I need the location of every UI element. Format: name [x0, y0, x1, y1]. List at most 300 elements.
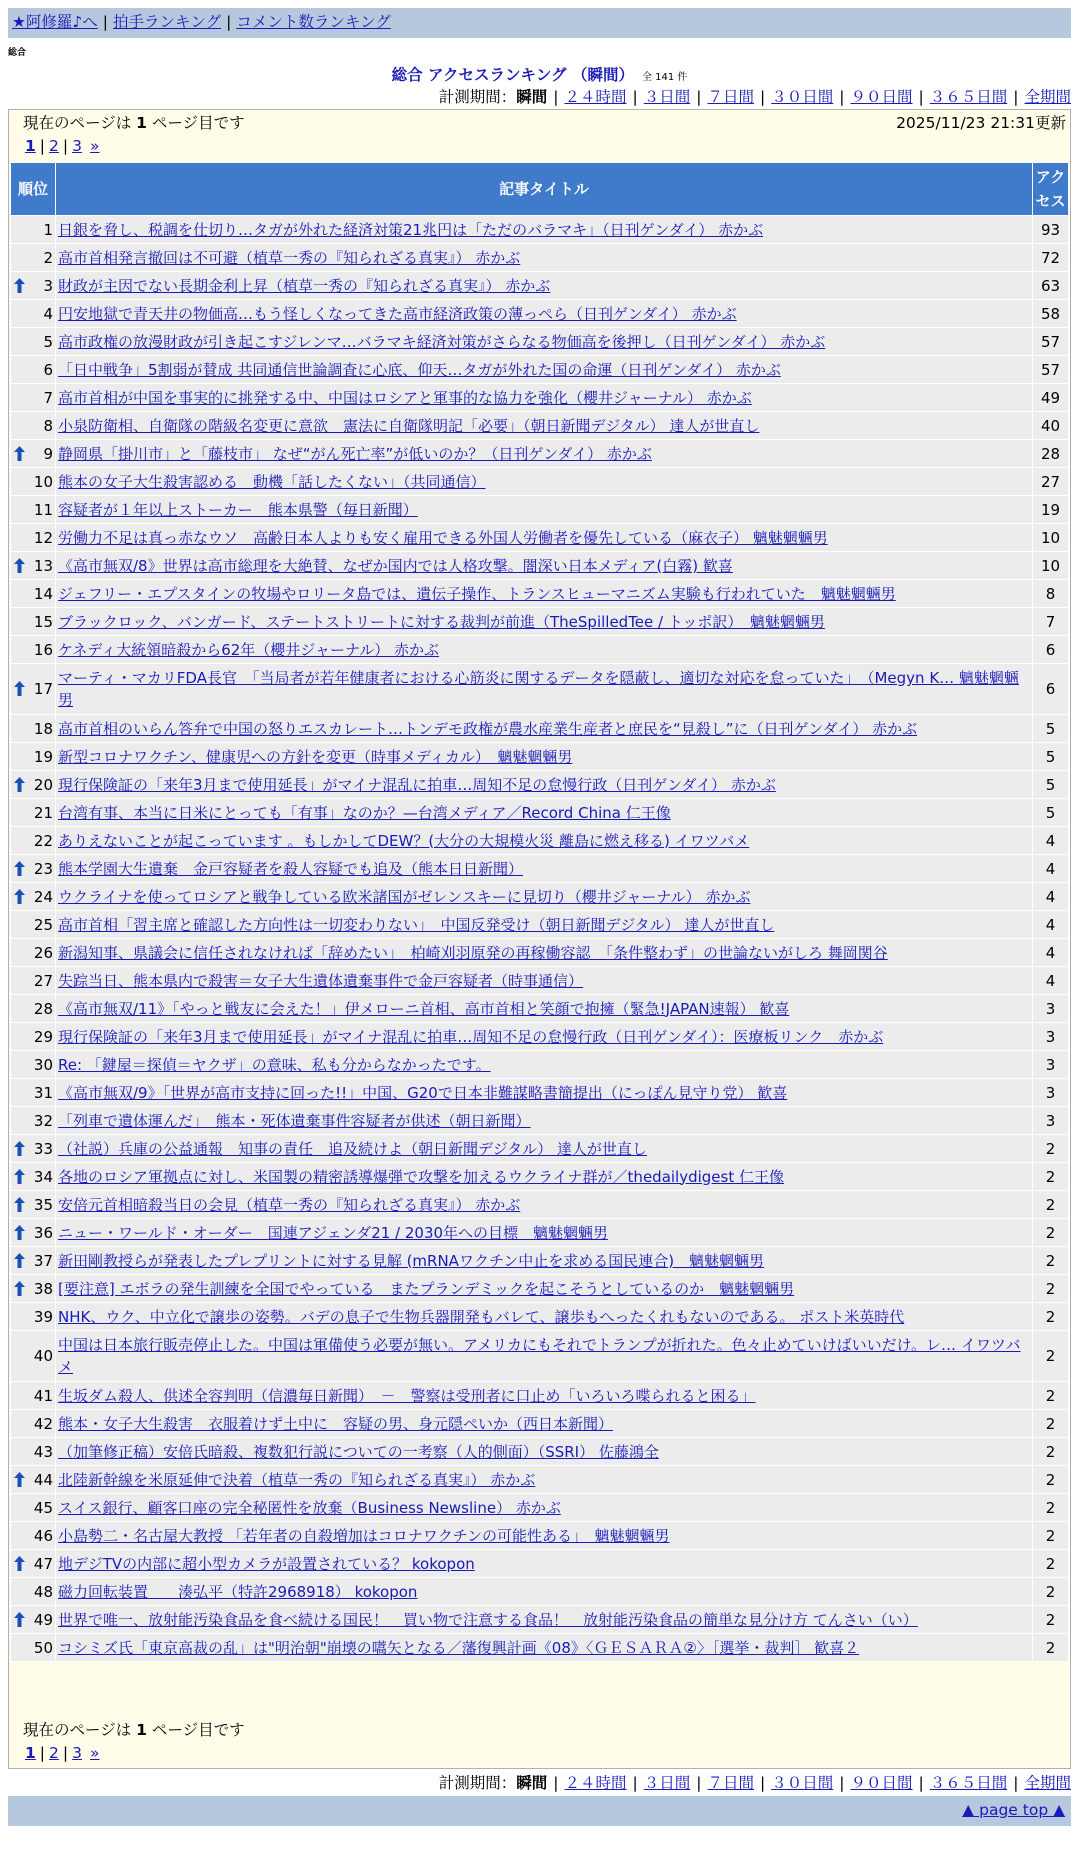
rank-up-arrow-icon — [14, 1281, 25, 1296]
article-title-link[interactable]: 新田剛教授らが発表したプレプリントに対する見解 (mRNAワクチン中止を求める国民連合) 魑魅魍魎男 — [58, 1251, 765, 1270]
ranking-title-block — [0, 63, 1079, 85]
table-row — [11, 1578, 1068, 1605]
table-row — [11, 827, 1068, 854]
article-title-link[interactable]: 磁力回転装置 湊弘平（特許2968918） kokopon — [58, 1582, 418, 1601]
table-row — [11, 1410, 1068, 1437]
home-link[interactable]: ★阿修羅♪へ — [12, 13, 98, 31]
top-nav-bar — [8, 8, 1071, 38]
pager-page-link[interactable]: 2 — [49, 137, 59, 155]
table-row — [11, 771, 1068, 798]
article-title-link[interactable]: 新型コロナワクチン、健康児への方針を変更（時事メディカル） 魑魅魍魎男 — [58, 747, 573, 766]
table-row — [11, 1079, 1068, 1106]
rank-cell — [11, 1634, 55, 1661]
article-title-link[interactable]: 熊本・女子大生殺害 衣服着けず土中に 容疑の男、身元隠ぺいか（西日本新聞） — [58, 1414, 614, 1433]
rank-cell — [11, 1438, 55, 1465]
rank-number: 37 — [33, 1251, 53, 1270]
title-cell — [56, 1247, 1032, 1274]
clap-ranking-link[interactable]: 拍手ランキング — [113, 13, 222, 31]
rank-cell — [11, 1303, 55, 1330]
title-cell — [56, 664, 1032, 714]
title-cell — [56, 1275, 1032, 1302]
article-title-link[interactable]: 安倍元首相暗殺当日の会見（植草一秀の『知られざる真実』） 赤かぶ — [58, 1195, 521, 1214]
rank-cell — [11, 967, 55, 994]
rank-cell — [11, 715, 55, 742]
article-title-link[interactable]: 中国は日本旅行販売停止した。中国は軍備使う必要が無い。アメリカにもそれでトランプが折れた。色々止めていけばいいだけ。レ… イワツバメ — [58, 1336, 1021, 1376]
table-row — [11, 468, 1068, 495]
rank-cell — [11, 995, 55, 1022]
period-separator: | — [696, 88, 702, 106]
access-count: 4 — [1033, 939, 1068, 966]
rank-up-arrow-icon — [14, 1472, 25, 1487]
rank-number: 31 — [33, 1083, 53, 1102]
access-count: 2 — [1033, 1494, 1068, 1521]
table-row — [11, 995, 1068, 1022]
rank-number: 47 — [33, 1554, 53, 1573]
table-row — [11, 1606, 1068, 1633]
article-title-link[interactable]: ブラックロック、バンガード、ステートストリートに対する裁判が前進（TheSpilledTee / トッポ訳） 魑魅魍魎男 — [58, 612, 825, 631]
rank-up-arrow-icon — [14, 681, 25, 696]
table-row — [11, 1438, 1068, 1465]
rank-cell — [11, 356, 55, 383]
rank-number: 24 — [33, 887, 53, 906]
article-title-link[interactable]: 高市首相が中国を事実的に挑発する中、中国はロシアと軍事的な協力を強化（櫻井ジャーナル） 赤かぶ — [58, 388, 752, 407]
access-count: 72 — [1033, 244, 1068, 271]
article-title-link[interactable]: 現行保険証の「来年3月まで使用延長」がマイナ混乱に拍車…周知不足の怠慢行政（日刊ゲンダイ） 赤かぶ — [58, 775, 776, 794]
title-cell — [56, 328, 1032, 355]
table-row — [11, 580, 1068, 607]
title-cell — [56, 1079, 1032, 1106]
pager-current-page[interactable]: 1 — [25, 137, 36, 155]
title-cell — [56, 412, 1032, 439]
article-title-link[interactable]: Re: 「鍵屋＝探偵＝ヤクザ」の意味、私も分からなかったです。 — [58, 1055, 491, 1074]
article-title-link[interactable]: 高市首相のいらん答弁で中国の怒りエスカレート…トンデモ政権が農水産業生産者と庶民を“見殺し”に（日刊ゲンダイ） 赤かぶ — [58, 719, 918, 738]
article-title-link[interactable]: 「日中戦争」5割弱が賛成 共同通信世論調査に心底、仰天…タガが外れた国の命運（日刊ゲンダイ） 赤かぶ — [58, 360, 781, 379]
title-cell — [56, 440, 1032, 467]
access-count: 2 — [1033, 1275, 1068, 1302]
access-count: 19 — [1033, 496, 1068, 523]
access-count: 3 — [1033, 1079, 1068, 1106]
rank-number: 25 — [33, 915, 53, 934]
title-cell — [56, 827, 1032, 854]
rank-cell — [11, 1494, 55, 1521]
table-row — [11, 1303, 1068, 1330]
pager-top — [25, 136, 100, 156]
article-title-link[interactable]: 容疑者が１年以上ストーカー 熊本県警（毎日新聞） — [58, 500, 418, 519]
rank-number: 11 — [33, 500, 53, 519]
total-count: 全 141 件 — [641, 72, 688, 83]
table-row — [11, 855, 1068, 882]
title-cell — [56, 855, 1032, 882]
period-link-5[interactable]: ９０日間 — [850, 88, 913, 106]
rank-cell — [11, 1466, 55, 1493]
category-label: 総合 — [8, 48, 27, 58]
rank-cell — [11, 1023, 55, 1050]
title-cell — [56, 1051, 1032, 1078]
title-cell — [56, 967, 1032, 994]
rank-up-arrow-icon — [14, 1169, 25, 1184]
title-header: 記事タイトル — [56, 163, 1032, 215]
pager-page-link[interactable]: 3 — [72, 1744, 83, 1762]
pager-next-link[interactable]: » — [90, 1744, 100, 1762]
period-separator: | — [918, 1774, 924, 1792]
access-count: 4 — [1033, 967, 1068, 994]
title-cell — [56, 911, 1032, 938]
period-link-6[interactable]: ３６５日間 — [929, 88, 1008, 106]
period-current: 瞬間 — [516, 88, 548, 106]
article-title-link[interactable]: 地デジTVの内部に超小型カメラが設置されている？ kokopon — [58, 1554, 475, 1573]
table-header-row — [11, 163, 1068, 215]
rank-cell — [11, 1079, 55, 1106]
table-row — [11, 1191, 1068, 1218]
rank-number: 50 — [33, 1638, 53, 1657]
table-row — [11, 1466, 1068, 1493]
title-cell — [56, 1331, 1032, 1381]
updated-timestamp: 2025/11/23 21:31更新 — [896, 114, 1066, 132]
rank-number: 5 — [43, 332, 53, 351]
access-count: 2 — [1033, 1163, 1068, 1190]
rank-cell — [11, 1219, 55, 1246]
title-cell — [56, 1606, 1032, 1633]
table-row — [11, 524, 1068, 551]
access-count: 2 — [1033, 1382, 1068, 1409]
article-title-link[interactable]: 静岡県「掛川市」と「藤枝市」 なぜ“がん死亡率”が低いのか？（日刊ゲンダイ） 赤かぶ — [58, 444, 652, 463]
article-title-link[interactable]: 《高市無双/9》「世界が高市支持に回った!!」中国、G20で日本非難謀略書簡提出（にっぽん見守り党） 歓喜 — [58, 1083, 788, 1102]
period-link-4[interactable]: ３０日間 — [771, 88, 834, 106]
rank-number: 1 — [43, 220, 53, 239]
rank-number: 9 — [43, 444, 53, 463]
article-title-link[interactable]: ウクライナを使ってロシアと戦争している欧米諸国がゼレンスキーに見切り（櫻井ジャーナル） 赤かぶ — [58, 887, 751, 906]
title-cell — [56, 272, 1032, 299]
title-cell — [56, 384, 1032, 411]
pager-page-link[interactable]: 3 — [72, 137, 83, 155]
period-link-7[interactable]: 全期間 — [1024, 1774, 1071, 1792]
access-count: 2 — [1033, 1634, 1068, 1661]
rank-number: 17 — [33, 680, 53, 698]
access-count: 2 — [1033, 1410, 1068, 1437]
rank-cell — [11, 799, 55, 826]
article-title-link[interactable]: 日銀を脅し、税調を仕切り…タガが外れた経済対策21兆円は「ただのバラマキ」（日刊ゲンダイ） 赤かぶ — [58, 220, 764, 239]
rank-cell — [11, 664, 55, 714]
title-cell — [56, 1494, 1032, 1521]
period-separator: | — [632, 1774, 638, 1792]
title-cell — [56, 939, 1032, 966]
table-row — [11, 743, 1068, 770]
table-row — [11, 608, 1068, 635]
title-cell — [56, 743, 1032, 770]
rank-cell — [11, 883, 55, 910]
article-title-link[interactable]: [要注意] エボラの発生訓練を全国でやっている またプランデミックを起こそうとしているのか 魑魅魍魎男 — [58, 1279, 795, 1298]
article-title-link[interactable]: 小島勢二・名古屋大教授 「若年者の自殺増加はコロナワクチンの可能性ある」 魑魅魍魎男 — [58, 1526, 670, 1545]
period-selector-top — [439, 87, 1071, 107]
article-title-link[interactable]: 円安地獄で青天井の物価高…もう怪しくなってきた高市経済政策の薄っぺら（日刊ゲンダイ） 赤かぶ — [58, 304, 737, 323]
access-count: 2 — [1033, 1466, 1068, 1493]
rank-cell — [11, 1051, 55, 1078]
access-count: 3 — [1033, 1023, 1068, 1050]
page-info — [23, 113, 245, 133]
period-separator: | — [839, 1774, 845, 1792]
article-title-link[interactable]: 高市首相発言撤回は不可避（植草一秀の『知られざる真実』） 赤かぶ — [58, 248, 521, 267]
ranking-title: 総合 アクセスランキング （瞬間） — [391, 66, 634, 84]
rank-number: 23 — [33, 859, 53, 878]
period-link-2[interactable]: ３日間 — [643, 88, 691, 106]
title-cell — [56, 1191, 1032, 1218]
article-title-link[interactable]: 「列車で遺体運んだ」 熊本・死体遺棄事件容疑者が供述（朝日新聞） — [58, 1111, 531, 1130]
rank-up-arrow-icon — [14, 1612, 25, 1627]
rank-cell — [11, 384, 55, 411]
rank-number: 10 — [33, 472, 53, 491]
title-cell — [56, 496, 1032, 523]
period-label: 計測期間： — [438, 1774, 517, 1792]
access-count: 3 — [1033, 995, 1068, 1022]
title-cell — [56, 995, 1032, 1022]
page-info-number: 1 — [136, 114, 147, 132]
title-cell — [56, 244, 1032, 271]
access-count: 93 — [1033, 216, 1068, 243]
table-row — [11, 911, 1068, 938]
article-title-link[interactable]: 《高市無双/8》世界は高市総理を大絶賛、なぜか国内では人格攻撃。闇深い日本メディア(白霧) 歓喜 — [58, 556, 733, 575]
access-count: 10 — [1033, 552, 1068, 579]
rank-number: 22 — [33, 831, 53, 850]
pager-page-link[interactable]: 2 — [49, 1744, 59, 1762]
article-title-link[interactable]: ジェフリー・エプスタインの牧場やロリータ島では、遺伝子操作、トランスヒューマニズム実験も行われていた 魑魅魍魎男 — [58, 584, 896, 603]
rank-up-arrow-icon — [14, 889, 25, 904]
rank-cell — [11, 524, 55, 551]
article-title-link[interactable]: NHK、ウク、中立化で譲歩の姿勢。バデの息子で生物兵器開発もバレて、譲歩もへったくれもないのである。 ポスト米英時代 — [58, 1307, 905, 1326]
rank-number: 19 — [33, 747, 53, 766]
pager-bottom — [25, 1743, 100, 1763]
table-row — [11, 356, 1068, 383]
period-separator: | — [553, 1774, 559, 1792]
article-title-link[interactable]: コシミズ氏「東京高裁の乱」は"明治朝"崩壊の嚆矢となる／藩復興計画《08》〈ＧＥＳＡＲＡ②〉［選挙・裁判］ 歓喜２ — [58, 1638, 860, 1657]
rank-number: 18 — [33, 719, 53, 738]
rank-number: 33 — [33, 1139, 53, 1158]
title-cell — [56, 1634, 1032, 1661]
rank-number: 4 — [43, 304, 53, 323]
table-row — [11, 300, 1068, 327]
rank-cell — [11, 216, 55, 243]
article-title-link[interactable]: 高市首相「習主席と確認した方向性は一切変わりない」 中国反発受け（朝日新聞デジタル） 達人が世直し — [58, 915, 775, 934]
rank-number: 13 — [33, 556, 53, 575]
access-count: 8 — [1033, 580, 1068, 607]
title-cell — [56, 216, 1032, 243]
table-row — [11, 939, 1068, 966]
table-row — [11, 272, 1068, 299]
article-title-link[interactable]: 北陸新幹線を米原延伸で決着（植草一秀の『知られざる真実』） 赤かぶ — [58, 1470, 536, 1489]
rank-number: 41 — [33, 1386, 53, 1405]
comment-ranking-link[interactable]: コメント数ランキング — [236, 13, 391, 31]
nav-separator: | — [226, 13, 232, 31]
access-count: 2 — [1033, 1522, 1068, 1549]
access-count: 2 — [1033, 1303, 1068, 1330]
rank-cell — [11, 1331, 55, 1381]
title-cell — [56, 1522, 1032, 1549]
title-cell — [56, 1023, 1032, 1050]
article-title-link[interactable]: マーティ・マカリFDA長官 「当局者が若年健康者における心筋炎に関するデータを隠蔽し、適切な対応を怠っていた」 （Megyn K… 魑魅魍魎男 — [58, 669, 1019, 709]
title-cell — [56, 771, 1032, 798]
table-row — [11, 328, 1068, 355]
article-title-link[interactable]: ニュー・ワールド・オーダー 国連アジェンダ21 / 2030年への目標 魑魅魍魎男 — [58, 1223, 609, 1242]
access-count: 57 — [1033, 356, 1068, 383]
rank-number: 38 — [33, 1279, 53, 1298]
article-title-link[interactable]: 熊本の女子大生殺害認める 動機「話したくない」（共同通信） — [58, 472, 486, 491]
access-count: 4 — [1033, 827, 1068, 854]
rank-number: 32 — [33, 1111, 53, 1130]
rank-header: 順位 — [11, 163, 55, 215]
table-row — [11, 664, 1068, 714]
rank-cell — [11, 771, 55, 798]
table-row — [11, 715, 1068, 742]
title-cell — [56, 636, 1032, 663]
article-title-link[interactable]: ありえないことが起こっています 。もしかしてDEW？(大分の大規模火災 離島に燃え移る) イワツバメ — [58, 831, 750, 850]
ranking-box — [8, 109, 1071, 1769]
table-row — [11, 1135, 1068, 1162]
access-count: 2 — [1033, 1331, 1068, 1381]
access-count: 2 — [1033, 1219, 1068, 1246]
page-info-number: 1 — [136, 1721, 147, 1739]
rank-cell — [11, 827, 55, 854]
page-info-prefix: 現在のページは — [23, 114, 132, 132]
period-label: 計測期間： — [438, 88, 517, 106]
article-title-link[interactable]: （加筆修正稿）安倍氏暗殺、複数犯行説についての一考察（人的側面）（SSRI） 佐藤鴻全 — [58, 1442, 659, 1461]
rank-cell — [11, 440, 55, 467]
table-row — [11, 1331, 1068, 1381]
page-info-prefix: 現在のページは — [23, 1721, 132, 1739]
period-separator: | — [553, 88, 559, 106]
title-cell — [56, 799, 1032, 826]
pager-current-page[interactable]: 1 — [25, 1744, 36, 1762]
table-row — [11, 1219, 1068, 1246]
pager-separator: | — [62, 1744, 69, 1762]
rank-number: 6 — [43, 360, 53, 379]
access-count: 58 — [1033, 300, 1068, 327]
rank-cell — [11, 1606, 55, 1633]
table-row — [11, 552, 1068, 579]
rank-up-arrow-icon — [14, 446, 25, 461]
article-title-link[interactable]: 労働力不足は真っ赤なウソ 高齢日本人よりも安く雇用できる外国人労働者を優先している（麻衣子） 魑魅魍魎男 — [58, 528, 828, 547]
rank-number: 28 — [33, 999, 53, 1018]
rank-cell — [11, 911, 55, 938]
rank-number: 14 — [33, 584, 53, 603]
article-title-link[interactable]: スイス銀行、顧客口座の完全秘匿性を放棄（Business Newsline） 赤かぶ — [58, 1498, 561, 1517]
title-cell — [56, 1303, 1032, 1330]
article-title-link[interactable]: 財政が主因でない長期金利上昇（植草一秀の『知られざる真実』） 赤かぶ — [58, 276, 551, 295]
rank-cell — [11, 272, 55, 299]
access-count: 27 — [1033, 468, 1068, 495]
table-row — [11, 244, 1068, 271]
period-link-1[interactable]: ２４時間 — [564, 88, 627, 106]
rank-number: 43 — [33, 1442, 53, 1461]
period-separator: | — [696, 1774, 702, 1792]
article-title-link[interactable]: 台湾有事、本当に日米にとっても「有事」なのか？—台湾メディア／Record China 仁王像 — [58, 803, 671, 822]
period-link-5[interactable]: ９０日間 — [850, 1774, 913, 1792]
access-count: 4 — [1033, 911, 1068, 938]
title-cell — [56, 608, 1032, 635]
access-count: 2 — [1033, 1578, 1068, 1605]
rank-number: 27 — [33, 971, 53, 990]
title-cell — [56, 468, 1032, 495]
article-title-link[interactable]: 生坂ダム殺人、供述全容判明（信濃毎日新聞） － 警察は受刑者に口止め「いろいろ喋られると困る」 — [58, 1386, 756, 1405]
article-title-link[interactable]: 現行保険証の「来年3月まで使用延長」がマイナ混乱に拍車…周知不足の怠慢行政（日刊ゲンダイ）：医療板リンク 赤かぶ — [58, 1027, 884, 1046]
access-count: 28 — [1033, 440, 1068, 467]
article-title-link[interactable]: 高市政権の放漫財政が引き起こすジレンマ…バラマキ経済対策がさらなる物価高を後押し（日刊ゲンダイ） 赤かぶ — [58, 332, 826, 351]
rank-number: 42 — [33, 1414, 53, 1433]
access-count: 4 — [1033, 855, 1068, 882]
period-separator: | — [1013, 88, 1019, 106]
title-cell — [56, 356, 1032, 383]
title-cell — [56, 552, 1032, 579]
rank-cell — [11, 1522, 55, 1549]
page-info-suffix: ページ目です — [151, 1721, 245, 1739]
rank-cell — [11, 939, 55, 966]
rank-up-arrow-icon — [14, 1141, 25, 1156]
access-count: 40 — [1033, 412, 1068, 439]
access-count: 10 — [1033, 524, 1068, 551]
period-separator: | — [918, 88, 924, 106]
period-link-3[interactable]: ７日間 — [707, 1774, 754, 1792]
rank-number: 36 — [33, 1223, 53, 1242]
title-cell — [56, 1163, 1032, 1190]
article-title-link[interactable]: 各地のロシア軍拠点に対し、米国製の精密誘導爆弾で攻撃を加えるウクライナ群が／thedailydigest 仁王像 — [58, 1167, 784, 1186]
rank-cell — [11, 1191, 55, 1218]
table-row — [11, 636, 1068, 663]
article-title-link[interactable]: （社説）兵庫の公益通報 知事の責任 追及続けよ（朝日新聞デジタル） 達人が世直し — [58, 1139, 647, 1158]
period-link-1[interactable]: ２４時間 — [564, 1774, 627, 1792]
rank-up-arrow-icon — [14, 1225, 25, 1240]
rank-cell — [11, 300, 55, 327]
article-title-link[interactable]: 《高市無双/11》「やっと戦友に会えた！」伊メローニ首相、高市首相と笑顔で抱擁（緊急!JAPAN速報） 歓喜 — [58, 999, 790, 1018]
page-top-link[interactable]: ▲ page top ▲ — [962, 1801, 1065, 1819]
access-count: 5 — [1033, 799, 1068, 826]
access-count: 2 — [1033, 1606, 1068, 1633]
period-link-7[interactable]: 全期間 — [1024, 88, 1071, 106]
title-cell — [56, 1410, 1032, 1437]
article-title-link[interactable]: 熊本学園大生遺棄 金戸容疑者を殺人容疑でも追及（熊本日日新聞） — [58, 859, 524, 878]
rank-number: 35 — [33, 1195, 53, 1214]
rank-cell — [11, 580, 55, 607]
article-title-link[interactable]: 新潟知事、県議会に信任されなければ「辞めたい」 柏崎刈羽原発の再稼働容認 「条件整わず」の世論ないがしろ 舞岡関谷 — [58, 943, 888, 962]
rank-cell — [11, 743, 55, 770]
period-link-3[interactable]: ７日間 — [707, 88, 754, 106]
rank-number: 44 — [33, 1470, 53, 1489]
title-cell — [56, 883, 1032, 910]
article-title-link[interactable]: 世界で唯一、放射能汚染食品を食べ続ける国民！ 買い物で注意する食品！ 放射能汚染食品の簡単な見分け方 てんさい（い） — [58, 1610, 918, 1629]
title-cell — [56, 1107, 1032, 1134]
period-link-4[interactable]: ３０日間 — [771, 1774, 834, 1792]
access-count: 63 — [1033, 272, 1068, 299]
rank-number: 26 — [33, 943, 53, 962]
rank-cell — [11, 468, 55, 495]
period-link-2[interactable]: ３日間 — [643, 1774, 691, 1792]
access-count: 49 — [1033, 384, 1068, 411]
article-title-link[interactable]: 小泉防衛相、自衛隊の階級名変更に意欲 憲法に自衛隊明記「必要」（朝日新聞デジタル） 達人が世直し — [58, 416, 760, 435]
rank-cell — [11, 328, 55, 355]
table-row — [11, 967, 1068, 994]
title-cell — [56, 524, 1032, 551]
rank-up-arrow-icon — [14, 1253, 25, 1268]
nav-separator: | — [102, 13, 109, 31]
period-link-6[interactable]: ３６５日間 — [929, 1774, 1008, 1792]
period-current: 瞬間 — [516, 1774, 548, 1792]
table-row — [11, 412, 1068, 439]
article-title-link[interactable]: 失踪当日、熊本県内で殺害＝女子大生遺体遺棄事件で金戸容疑者（時事通信） — [58, 971, 584, 990]
pager-next-link[interactable]: » — [90, 137, 100, 155]
rank-cell — [11, 1382, 55, 1409]
article-title-link[interactable]: ケネディ大統領暗殺から62年（櫻井ジャーナル） 赤かぶ — [58, 640, 440, 659]
access-header: アクセス — [1033, 163, 1068, 215]
rank-number: 45 — [33, 1498, 53, 1517]
access-count: 5 — [1033, 771, 1068, 798]
rank-cell — [11, 1550, 55, 1577]
